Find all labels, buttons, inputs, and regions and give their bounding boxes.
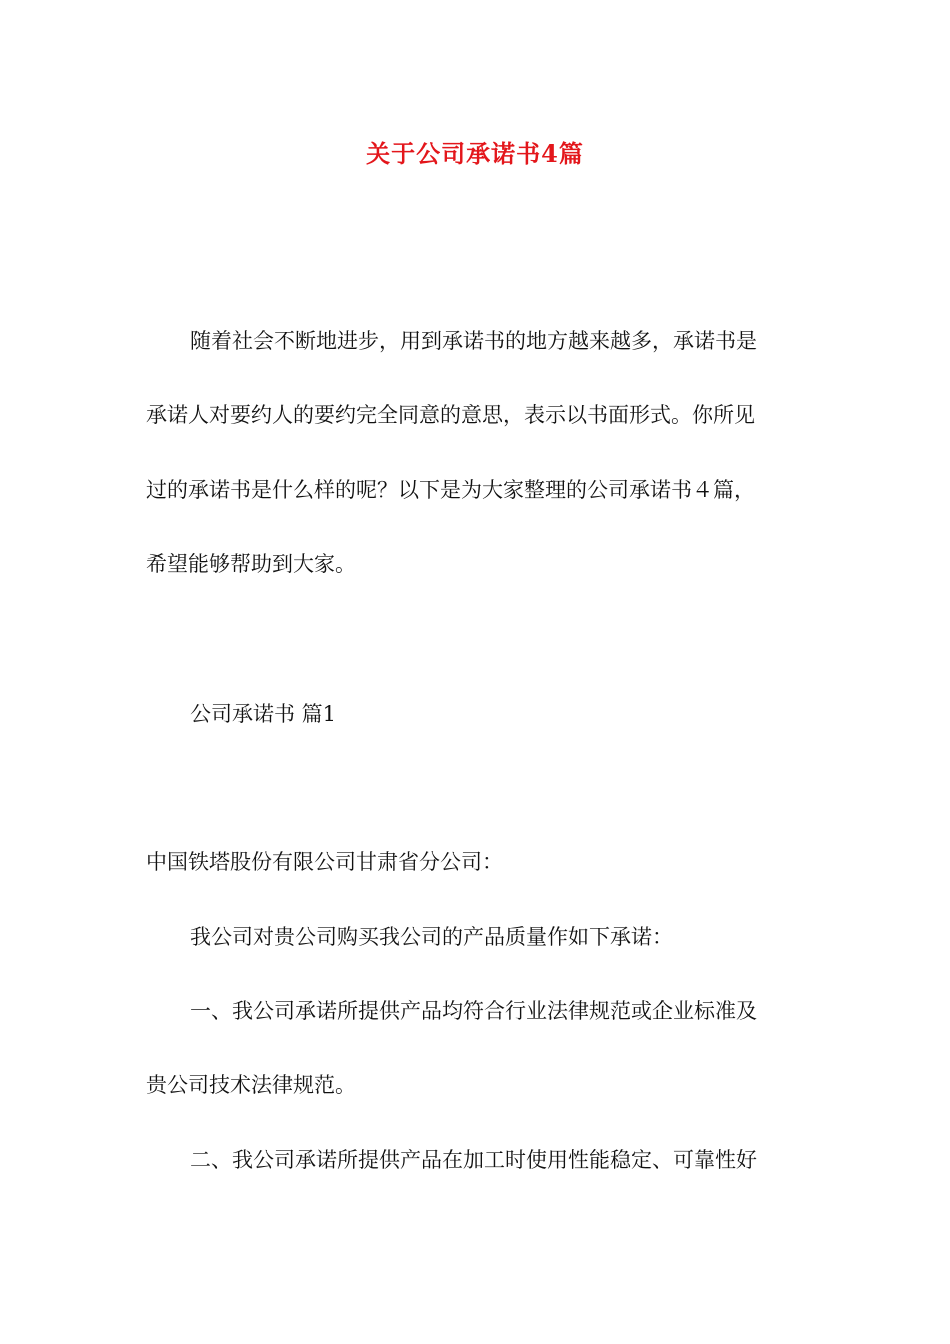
intro-line-1: 随着社会不断地进步，用到承诺书的地方越来越多，承诺书是: [190, 329, 757, 353]
body-line-2: 一、我公司承诺所提供产品均符合行业法律规范或企业标准及: [190, 999, 757, 1023]
body-line-1: 我公司对贵公司购买我公司的产品质量作如下承诺：: [190, 925, 673, 949]
body-line-4: 二、我公司承诺所提供产品在加工时使用性能稳定、可靠性好: [190, 1148, 757, 1172]
recipient-line: 中国铁塔股份有限公司甘肃省分公司：: [146, 850, 503, 874]
intro-line-4: 希望能够帮助到大家。: [146, 552, 356, 576]
intro-line-2: 承诺人对要约人的要约完全同意的意思，表示以书面形式。你所见: [146, 403, 755, 427]
section-heading: 公司承诺书 篇1: [190, 702, 337, 726]
intro-line-3: 过的承诺书是什么样的呢？以下是为大家整理的公司承诺书４篇，: [146, 478, 755, 502]
document-title: 关于公司承诺书4篇: [366, 139, 584, 168]
body-line-3: 贵公司技术法律规范。: [146, 1073, 356, 1097]
